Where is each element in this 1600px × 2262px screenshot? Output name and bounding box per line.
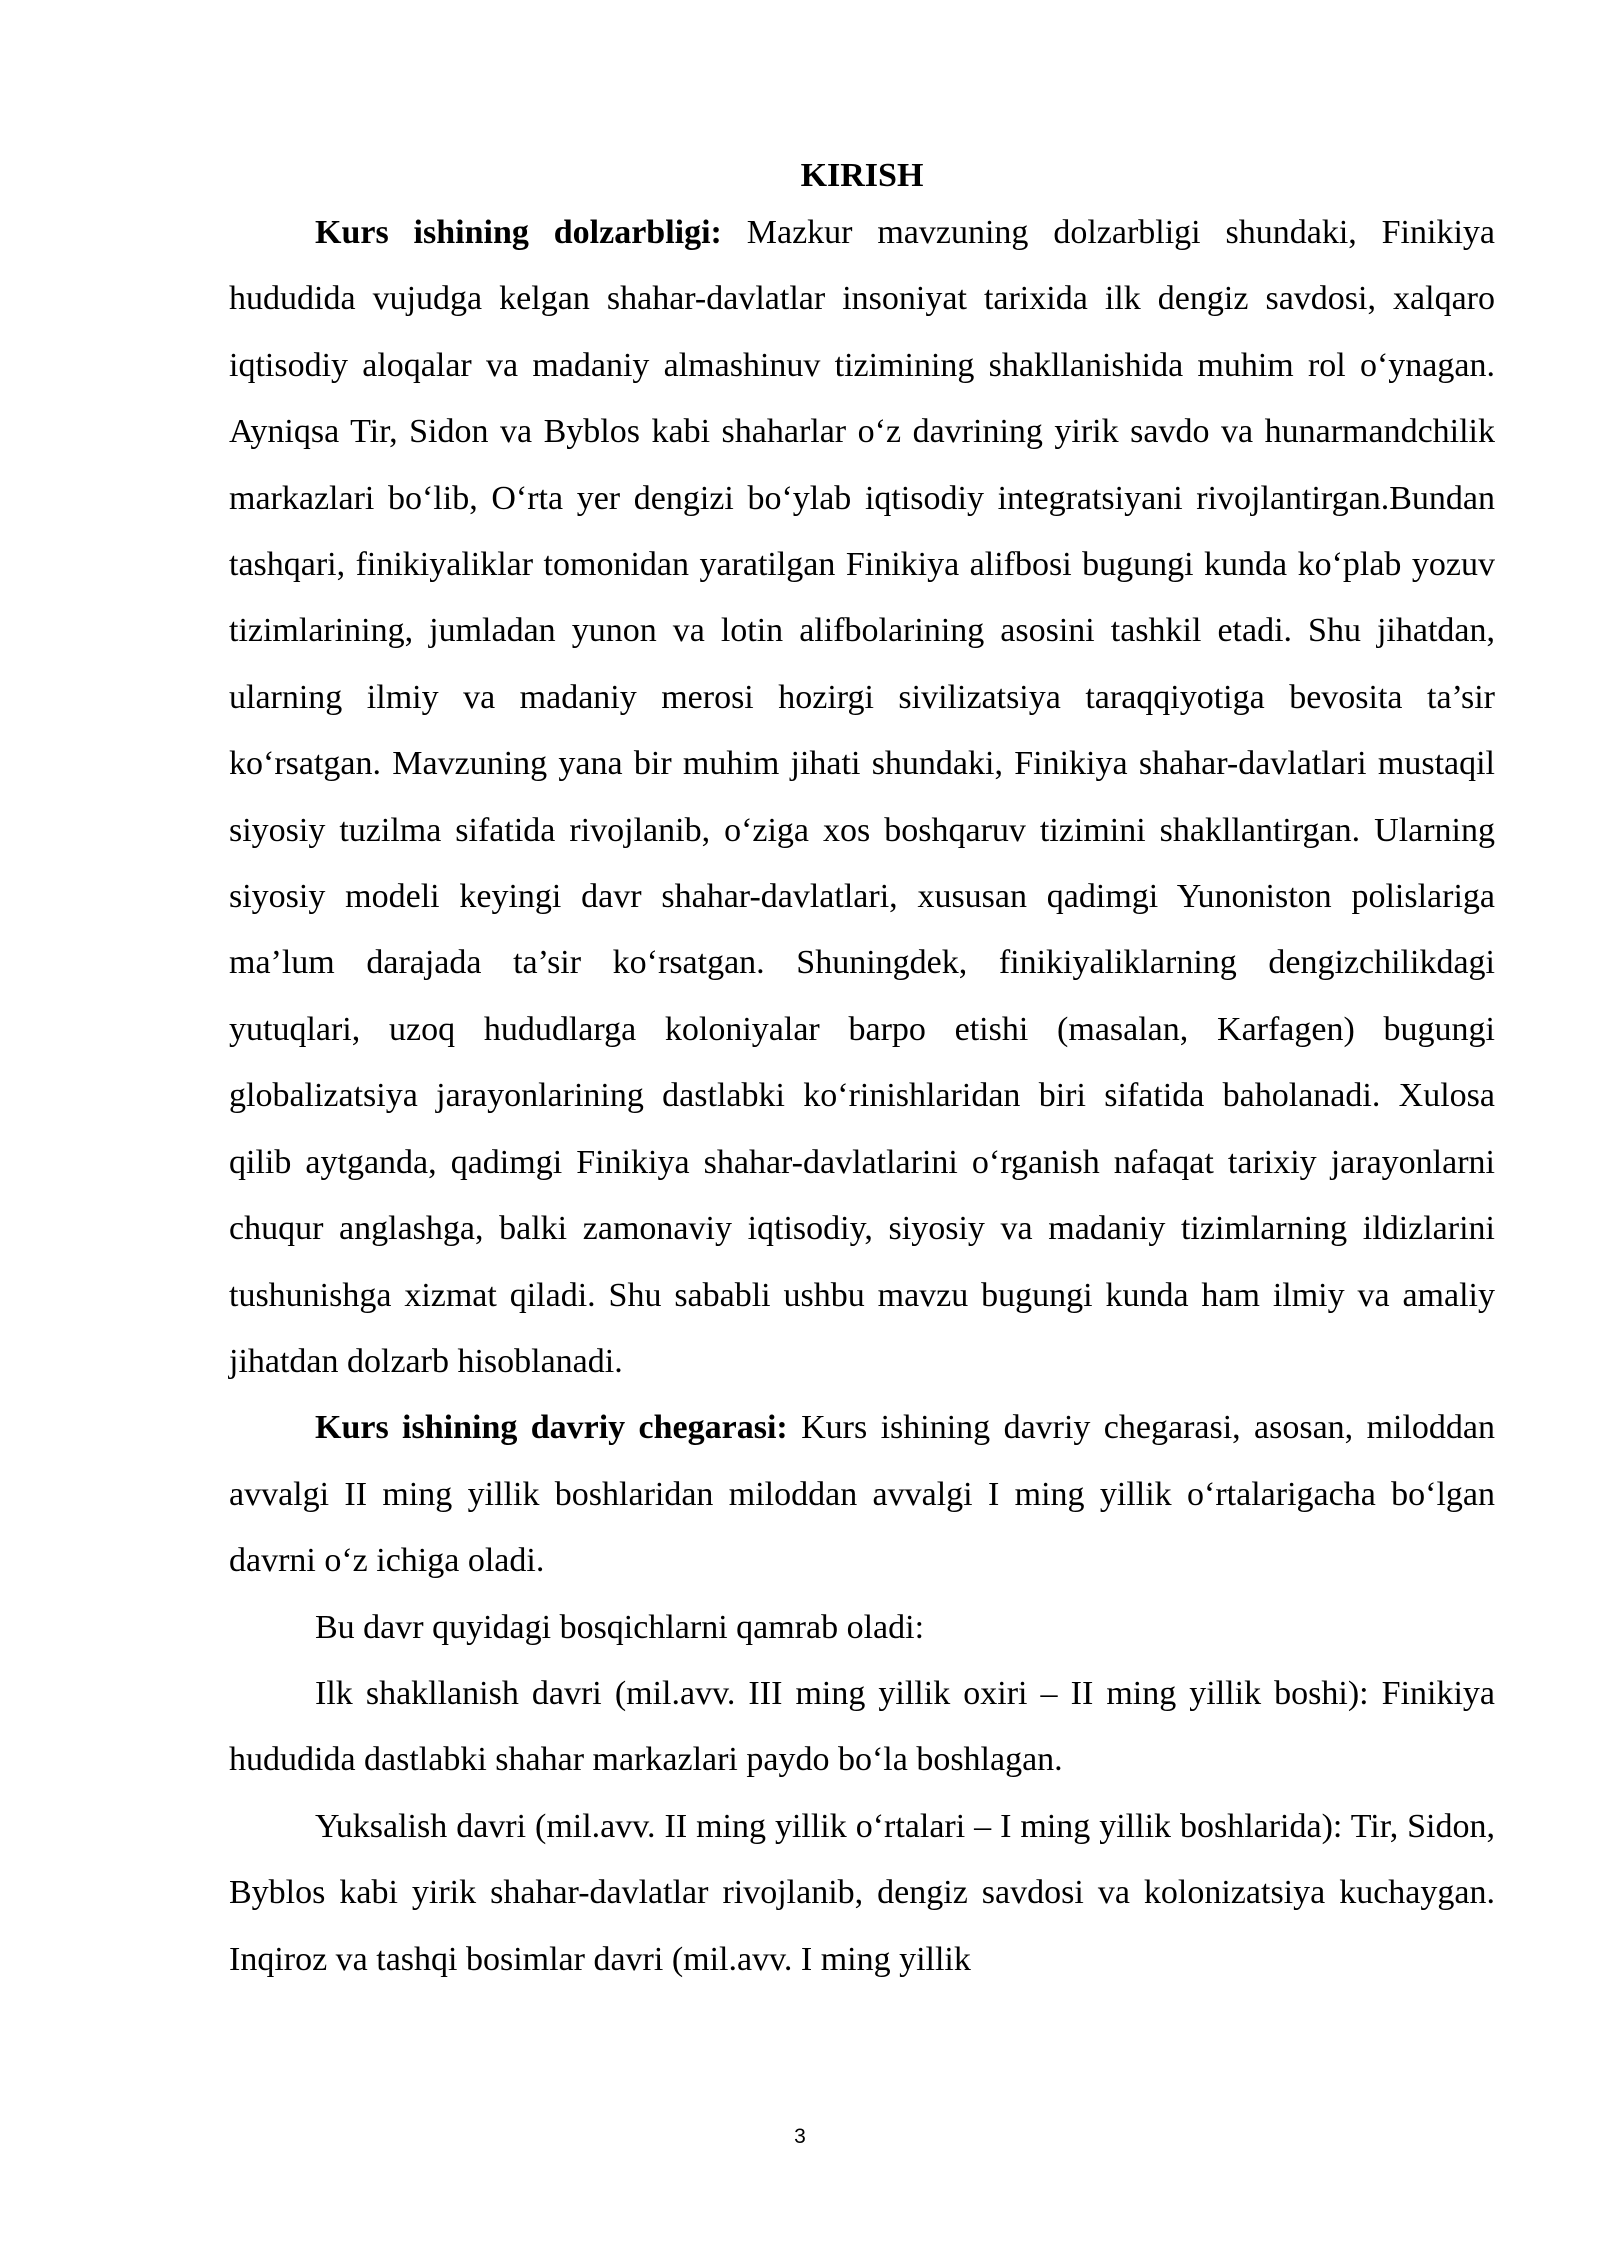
- paragraph-text: Yuksalish davri (mil.avv. II ming yillik o‘rtalari – I ming yillik boshlarida): Tir, Sidon, Byblos kabi yirik shahar-davlatlar rivojlanib, dengiz savdosi va kolonizatsiya kuchaygan. Inqiroz va tashqi bosimlar davri (mil.avv. I ming yillik: [229, 1807, 1495, 1978]
- paragraph-relevance: [229, 200, 1495, 1395]
- section-heading: KIRISH: [800, 157, 924, 194]
- paragraph-early-period: [229, 1661, 1495, 1794]
- paragraph-rise-period: [229, 1794, 1495, 1993]
- paragraph-stages-intro: [229, 1595, 1495, 1661]
- paragraph-period-boundary: [229, 1395, 1495, 1594]
- paragraph-lead: Kurs ishining davriy chegarasi:: [315, 1409, 788, 1447]
- page-number: 3: [794, 2125, 806, 2148]
- paragraph-text: Kurs ishining davriy chegarasi, asosan, miloddan avvalgi II ming yillik boshlaridan miloddan avvalgi I ming yillik o‘rtalarigacha bo‘lgan davrni o‘z ichiga oladi.: [229, 1409, 1495, 1580]
- paragraph-lead: Kurs ishining dolzarbligi:: [315, 214, 722, 251]
- paragraph-text: Ilk shakllanish davri (mil.avv. III ming yillik oxiri – II ming yillik boshi): Finikiya hududida dastlabki shahar markazlari paydo bo‘la boshlagan.: [229, 1674, 1495, 1779]
- paragraph-text: Mazkur mavzuning dolzarbligi shundaki, Finikiya hududida vujudga kelgan shahar-davlatlar insoniyat tarixida ilk dengiz savdosi, xalqaro iqtisodiy aloqalar va madaniy almashinuv tizimining shakllanishida muhim rol o‘ynagan. Ayniqsa Tir, Sidon va Byblos kabi shaharlar o‘z davrining yirik savdo va hunarmandchilik markazlari bo‘lib, O‘rta yer dengizi bo‘ylab iqtisodiy integratsiyani rivojlantirgan.Bundan tashqari, finikiyaliklar tomonidan yaratilgan Finikiya alifbosi bugungi kunda ko‘plab yozuv tizimlarining, jumladan yunon va lotin alifbolarining asosini tashkil etadi. Shu jihatdan, ularning ilmiy va madaniy merosi hozirgi sivilizatsiya taraqqiyotiga bevosita ta’sir ko‘rsatgan. Mavzuning yana bir muhim jihati shundaki, Finikiya shahar-davlatlari mustaqil siyosiy tuzilma sifatida rivojlanib, o‘ziga xos boshqaruv tizimini shakllantirgan. Ularning siyosiy modeli keyingi davr shahar-davlatlari, xususan qadimgi Yunoniston polislariga ma’lum darajada ta’sir ko‘rsatgan. Shuningdek, finikiyaliklarning dengizchilikdagi yutuqlari, uzoq hududlarga koloniyalar barpo etishi (masalan, Karfagen) bugungi globalizatsiya jarayonlarining dastlabki ko‘rinishlaridan biri sifatida baholanadi. Xulosa qilib aytganda, qadimgi Finikiya shahar-davlatlarini o‘rganish nafaqat tarixiy jarayonlarni chuqur anglashga, balki zamonaviy iqtisodiy, siyosiy va madaniy tizimlarning ildizlarini tushunishga xizmat qiladi. Shu sababli ushbu mavzu bugungi kunda ham ilmiy va amaliy jihatdan dolzarb hisoblanadi.: [229, 214, 1495, 1380]
- page-body: [229, 152, 1495, 1993]
- paragraph-text: Bu davr quyidagi bosqichlarni qamrab oladi:: [315, 1608, 925, 1646]
